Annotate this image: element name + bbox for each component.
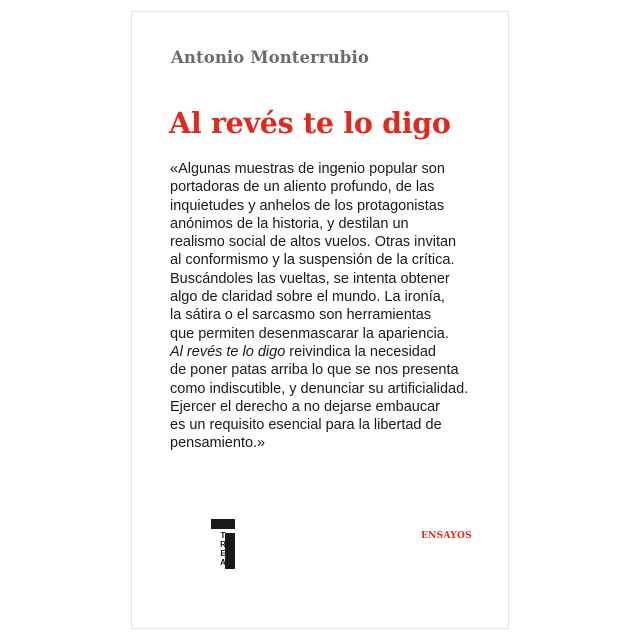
logo-letter: E [220,549,226,558]
blurb-line: es un requisito esencial para la libertad de [170,417,442,434]
logo-letters [218,531,228,567]
blurb-line: de poner patas arriba lo que se nos presenta [170,362,459,379]
logo-letter: A [220,558,226,567]
logo-top-bar [211,519,235,529]
logo-letter: T [220,531,226,540]
blurb-text [170,160,510,453]
author-name: Antonio Monterrubio [171,48,369,67]
blurb-line: la sátira o el sarcasmo son herramientas [170,307,432,324]
blurb-line-rest: reivindica la necesidad [285,343,436,360]
blurb-line: portadoras de un aliento profundo, de las [170,179,435,196]
blurb-line: algo de claridad sobre el mundo. La ironía, [170,289,445,306]
blurb-line: inquietudes y anhelos de los protagonistas [170,197,445,214]
book-title: Al revés te lo digo [169,106,451,140]
blurb-line: que permiten desenmascarar la apariencia. [170,325,449,342]
book-cover [132,12,508,628]
blurb-line: al conformismo y la suspensión de la crítica. [170,252,455,269]
blurb-line: como indiscutible, y denunciar su artificialidad. [170,380,469,397]
blurb-line: «Algunas muestras de ingenio popular son [170,161,445,177]
blurb-line: realismo social de altos vuelos. Otras invitan [170,234,457,251]
collection-label: ENSAYOS [421,531,472,541]
blurb-line: Buscándoles las vueltas, se intenta obtener [170,270,450,287]
blurb-line-italic [170,343,510,361]
blurb-line: anónimos de la historia, y destilan un [170,215,409,232]
blurb-line: Ejercer el derecho a no dejarse embaucar [170,398,441,415]
italic-title-reference: Al revés te lo digo [170,343,286,360]
blurb-line: pensamiento.» [170,435,266,452]
logo-letter: R [220,540,226,549]
publisher-logo [211,519,237,589]
